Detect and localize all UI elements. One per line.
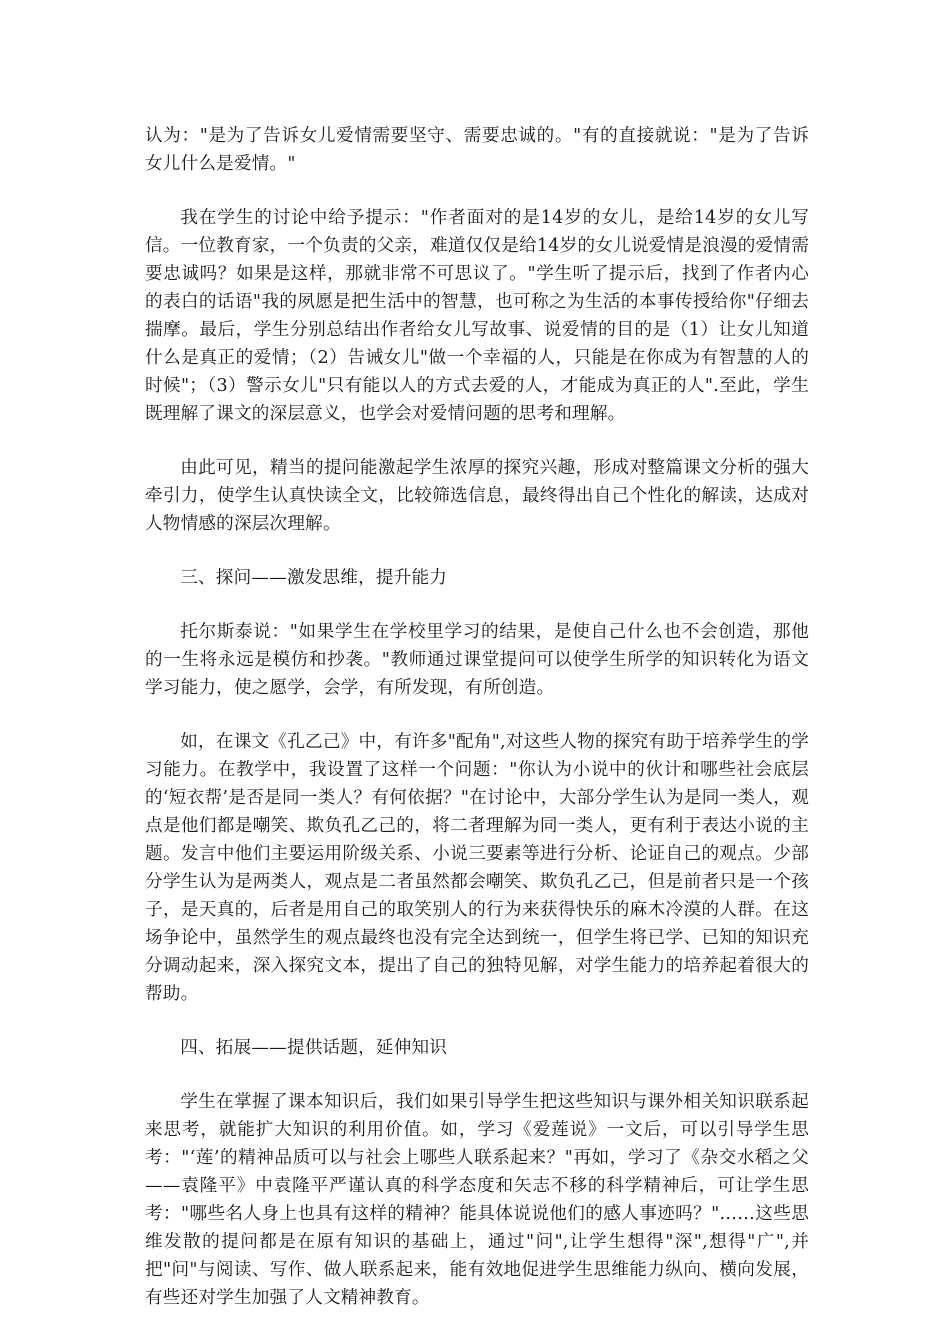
paragraph-continuation: 认为："是为了告诉女儿爱情需要坚守、需要忠诚的。"有的直接就说："是为了告诉女儿什么是爱情。" xyxy=(145,126,809,174)
document-page xyxy=(145,122,809,1338)
paragraph-conclusion: 由此可见，精当的提问能激起学生浓厚的探究兴趣，形成对整篇课文分析的强大牵引力，使学生认真快读全文，比较筛选信息，最终得出自己个性化的解读，达成对人物情感的深层次理解。 xyxy=(145,458,809,534)
section-heading-3: 三、探问——激发思维，提升能力 xyxy=(180,568,448,588)
paragraph-teacher-hint: 我在学生的讨论中给予提示："作者面对的是14岁的女儿，是给14岁的女儿写信。一位教育家，一个负责的父亲，难道仅仅是给14岁的女儿说爱情是浪漫的爱情需要忠诚吗？如果是这样，那就非常不可思议了。"学生听了提示后，找到了作者内心的表白的话语"我的夙愿是把生活中的智慧，也可称之为生活的本事传授给你"仔细去揣摩。最后，学生分别总结出作者给女儿写故事、说爱情的目的是（1）让女儿知道什么是真正的爱情；（2）告诫女儿"做一个幸福的人，只能是在你成为有智慧的人的时候"；（3）警示女儿"只有能以人的方式去爱的人，才能成为真正的人".至此，学生既理解了课文的深层意义，也学会对爱情问题的思考和理解。 xyxy=(145,208,809,424)
paragraph-tolstoy-quote: 托尔斯泰说："如果学生在学校里学习的结果，是使自己什么也不会创造，那他的一生将永远是模仿和抄袭。"教师通过课堂提问可以使学生所学的知识转化为语文学习能力，使之愿学，会学，有所发现，有所创造。 xyxy=(145,622,809,698)
section-heading-4: 四、拓展——提供话题，延伸知识 xyxy=(180,1038,448,1058)
paragraph-extension: 学生在掌握了课本知识后，我们如果引导学生把这些知识与课外相关知识联系起来思考，就能扩大知识的利用价值。如，学习《爱莲说》一文后，可以引导学生思考："‘莲’的精神品质可以与社会上哪些人联系起来？"再如，学习了《杂交水稻之父——袁隆平》中袁隆平严谨认真的科学态度和矢志不移的科学精神后，可让学生思考："哪些名人身上也具有这样的精神？能具体说说他们的感人事迹吗？"……这些思维发散的提问都是在原有知识的基础上，通过"问",让学生想得"深",想得"广",并把"问"与阅读、写作、做人联系起来，能有效地促进学生思维能力纵向、横向发展，有些还对学生加强了人文精神教育。 xyxy=(145,1092,809,1308)
paragraph-kongyiji-example: 如，在课文《孔乙己》中，有许多"配角",对这些人物的探究有助于培养学生的学习能力。在教学中，我设置了这样一个问题："你认为小说中的伙计和哪些社会底层的‘短衣帮’是否是同一类人？有何依据？"在讨论中，大部分学生认为是同一类人，观点是他们都是嘲笑、欺负孔乙己的，将二者理解为同一类人，更有利于表达小说的主题。发言中他们主要运用阶级关系、小说三要素等进行分析、论证自己的观点。少部分学生认为是两类人，观点是二者虽然都会嘲笑、欺负孔乙己，但是前者只是一个孩子，是天真的，后者是用自己的取笑别人的行为来获得快乐的麻木冷漠的人群。在这场争论中，虽然学生的观点最终也没有完全达到统一，但学生将已学、已知的知识充分调动起来，深入探究文本，提出了自己的独特见解，对学生能力的培养起着很大的帮助。 xyxy=(145,732,809,1004)
